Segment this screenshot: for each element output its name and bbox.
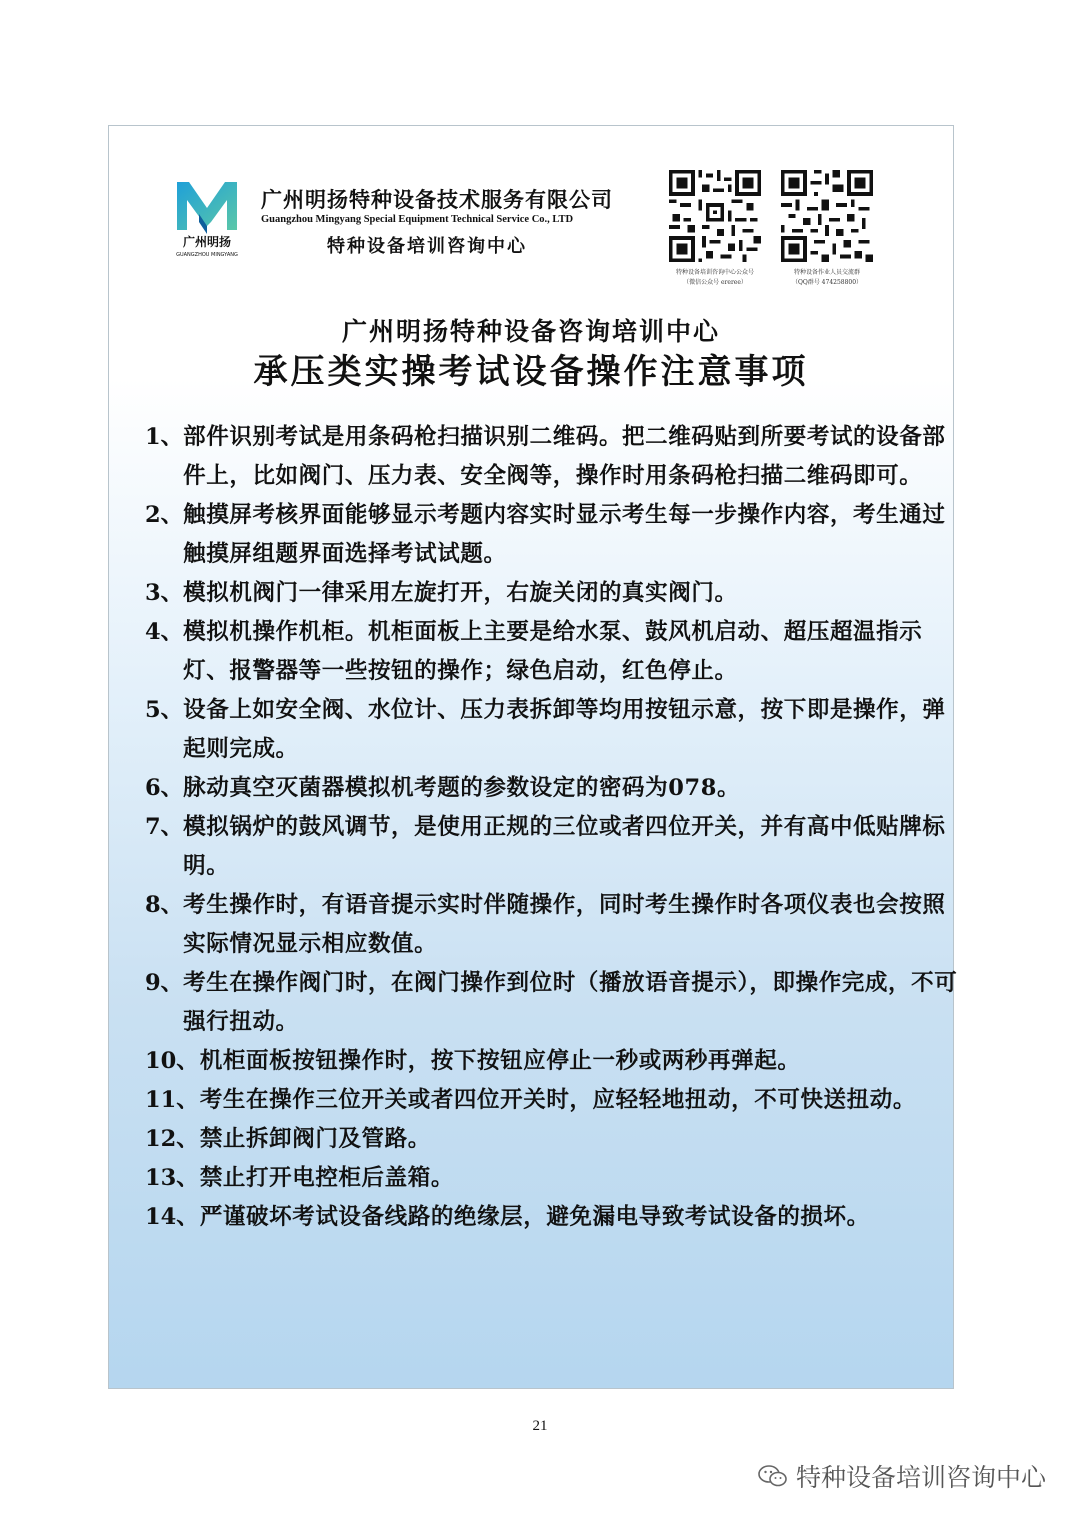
qr-code-icon <box>669 170 761 262</box>
list-item <box>145 691 961 769</box>
item-text: 模拟机操作机柜。机柜面板上主要是给水泵、鼓风机启动、超压超温指示灯、报警器等一些按钮的操作；绿色启动，红色停止。 <box>183 619 923 684</box>
list-item <box>145 574 961 613</box>
item-text: 模拟锅炉的鼓风调节，是使用正规的三位或者四位开关，并有高中低贴牌标明。 <box>183 814 946 879</box>
item-text: 部件识别考试是用条码枪扫描识别二维码。把二维码贴到所要考试的设备部件上，比如阀门、压力表、安全阀等，操作时用条码枪扫描二维码即可。 <box>183 424 946 489</box>
company-name-en: Guangzhou Mingyang Special Equipment Technical Service Co., LTD <box>261 214 574 225</box>
item-number: 3、 <box>145 580 184 606</box>
company-logo <box>173 178 241 258</box>
item-text: 考生操作时，有语音提示实时伴随操作，同时考生操作时各项仪表也会按照实际情况显示相应数值。 <box>183 892 946 957</box>
page-number: 21 <box>532 1418 548 1434</box>
item-text: 严谨破坏考试设备线路的绝缘层，避免漏电导致考试设备的损坏。 <box>199 1204 870 1230</box>
item-number: 5、 <box>145 697 184 723</box>
wechat-icon <box>758 1464 788 1488</box>
logo-caption-cn: 广州明扬 <box>182 235 232 249</box>
item-text: 设备上如安全阀、水位计、压力表拆卸等均用按钮示意，按下即是操作，弹起则完成。 <box>183 697 946 762</box>
item-number: 1、 <box>145 424 184 450</box>
list-item <box>145 1042 961 1081</box>
item-number: 10、 <box>145 1048 199 1074</box>
document-subtitle: 广州明扬特种设备咨询培训中心 <box>341 317 720 346</box>
list-item <box>145 496 961 574</box>
item-number: 7、 <box>145 814 184 840</box>
item-number: 9、 <box>145 970 184 996</box>
wechat-watermark <box>758 1458 1046 1494</box>
list-item <box>145 1120 961 1159</box>
list-item <box>145 418 961 496</box>
company-name-cn: 广州明扬特种设备技术服务有限公司 <box>261 187 613 212</box>
list-item <box>145 886 961 964</box>
qr-code-icon <box>781 170 873 262</box>
item-text: 禁止打开电控柜后盖箱。 <box>199 1165 454 1191</box>
list-item <box>145 808 961 886</box>
item-number: 4、 <box>145 619 184 645</box>
list-item <box>145 1159 961 1198</box>
list-item <box>145 964 961 1042</box>
company-center-name: 特种设备培训咨询中心 <box>327 236 527 257</box>
item-text: 机柜面板按钮操作时，按下按钮应停止一秒或两秒再弹起。 <box>199 1048 801 1074</box>
item-number: 12、 <box>145 1126 199 1152</box>
item-text: 禁止拆卸阀门及管路。 <box>199 1126 431 1152</box>
item-number: 6、 <box>145 775 184 801</box>
item-number: 13、 <box>145 1165 199 1191</box>
qr-right-caption: 特种设备作业人员交流群 （QQ群号 474258800） <box>791 269 863 286</box>
list-item <box>145 1081 961 1120</box>
item-number: 2、 <box>145 502 184 528</box>
qr-left-caption: 特种设备培训咨询中心公众号 （微信公众号 ereree） <box>675 269 754 286</box>
item-number: 11、 <box>145 1087 199 1113</box>
notice-board <box>108 125 958 1389</box>
logo-caption-en: GUANGZHOU MINGYANG <box>176 252 238 258</box>
item-text: 考生在操作阀门时，在阀门操作到位时（播放语音提示），即操作完成，不可强行扭动。 <box>183 970 958 1035</box>
list-item <box>145 769 961 808</box>
list-item <box>145 613 961 691</box>
item-text: 触摸屏考核界面能够显示考题内容实时显示考生每一步操作内容，考生通过触摸屏组题界面选择考试试题。 <box>183 502 946 567</box>
document-title: 承压类实操考试设备操作注意事项 <box>253 352 809 392</box>
notice-list <box>145 418 961 1237</box>
watermark-text: 特种设备培训咨询中心 <box>795 1463 1046 1492</box>
item-text: 考生在操作三位开关或者四位开关时，应轻轻地扭动，不可快送扭动。 <box>199 1087 916 1113</box>
item-number: 14、 <box>145 1204 199 1230</box>
item-text: 脉动真空灭菌器模拟机考题的参数设定的密码为078。 <box>183 775 741 801</box>
item-number: 8、 <box>145 892 184 918</box>
list-item <box>145 1198 961 1237</box>
item-text: 模拟机阀门一律采用左旋打开，右旋关闭的真实阀门。 <box>183 580 738 606</box>
